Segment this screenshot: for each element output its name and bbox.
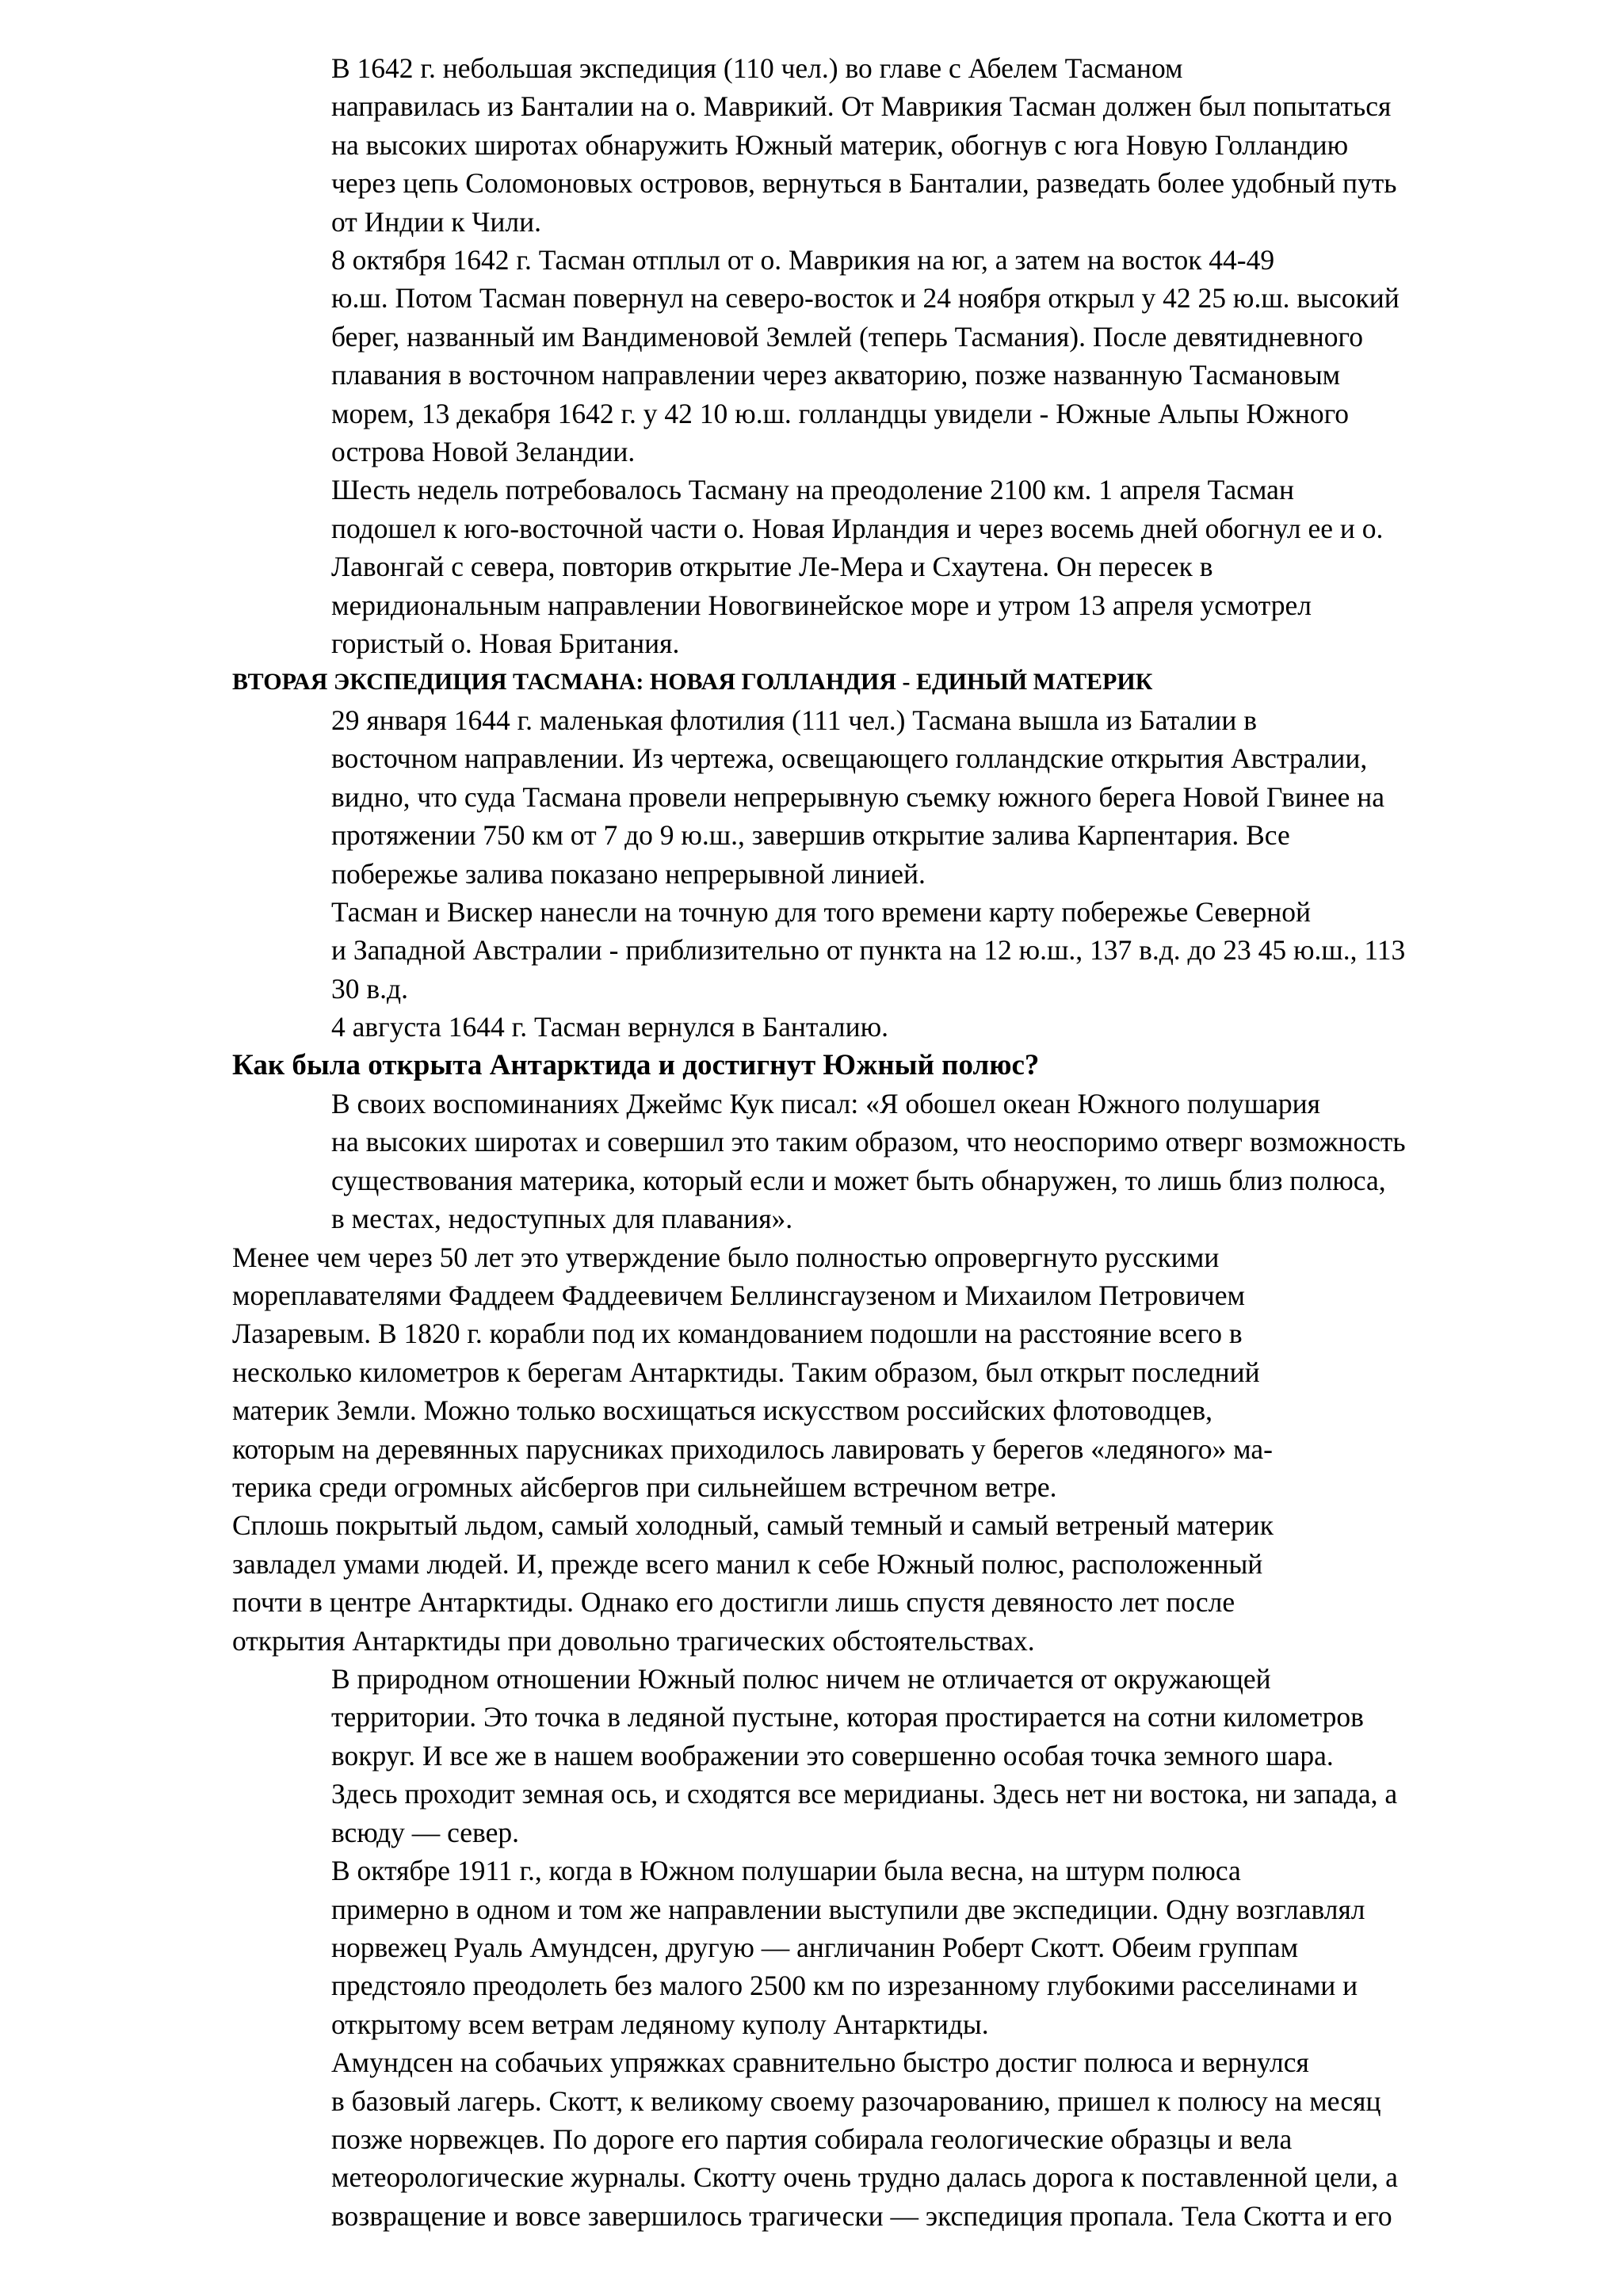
text-line: позже норвежцев. По дороге его партия собирала геологические образцы и вела <box>331 2122 1293 2155</box>
paragraph-south-pole-nature <box>232 1660 1484 1852</box>
text-line: В октябре 1911 г., когда в Южном полушарии была весна, на штурм полюса <box>331 1855 1241 1887</box>
text-line: существования материка, который если и может быть обнаружен, то лишь близ полюса, <box>331 1164 1386 1196</box>
section-heading-antarctica: Как была открыта Антарктида и достигнут Южный полюс? <box>232 1048 1040 1081</box>
text-line: 29 января 1644 г. маленькая флотилия (111 чел.) Тасмана вышла из Баталии в <box>331 704 1257 736</box>
text-line: направилась из Банталии на о. Маврикий. От Маврикия Тасман должен был попытаться <box>331 90 1392 123</box>
text-line: подошел к юго-восточной части о. Новая Ирландия и через восемь дней обогнул ее и о. <box>331 512 1384 544</box>
text-line: предстояло преодолеть без малого 2500 км по изрезанному глубокими расселинами и <box>331 1970 1358 2002</box>
text-line: меридиональным направлении Новогвинейское море и утром 13 апреля усмотрел <box>331 589 1312 621</box>
paragraph-1911-expeditions <box>232 1852 1484 2043</box>
text-line: вокруг. И все же в нашем воображении это совершенно особая точка земного шара. <box>331 1739 1334 1772</box>
text-line: восточном направлении. Из чертежа, освещающего голландские открытия Австралии, <box>331 742 1368 775</box>
text-line: 4 августа 1644 г. Тасман вернулся в Банталию. <box>331 1011 888 1043</box>
paragraph-tasman-return <box>232 1008 1484 1046</box>
text-line: Лавонгай с севера, повторив открытие Ле-Мера и Схаутена. Он пересек в <box>331 551 1213 583</box>
paragraph-ice-continent <box>232 1506 1484 1660</box>
paragraph-amundsen-scott <box>232 2043 1484 2235</box>
text-line: норвежец Руаль Амундсен, другую — англичанин Роберт Скотт. Обеим группам <box>331 1931 1299 1963</box>
text-line: которым на деревянных парусниках приходилось лавировать у берегов «ледяного» ма- <box>232 1432 1273 1465</box>
text-line: почти в центре Антарктиды. Однако его достигли лишь спустя девяносто лет после <box>232 1586 1235 1619</box>
text-line: материк Земли. Можно только восхищаться искусством российских флотоводцев, <box>232 1394 1213 1427</box>
paragraph-cook-quote <box>232 1085 1484 1238</box>
text-line: Тасман и Вискер нанесли на точную для того времени карту побережье Северной <box>331 895 1311 928</box>
text-line: плавания в восточном направлении через акваторию, позже названную Тасмановым <box>331 359 1341 391</box>
text-line: Здесь проходит земная ось, и сходятся все меридианы. Здесь нет ни востока, ни запада, а <box>331 1778 1398 1810</box>
text-line: всюду — север. <box>331 1816 519 1848</box>
text-line: ю.ш. Потом Тасман повернул на северо-восток и 24 ноября открыл у 42 25 ю.ш. высокий <box>331 282 1400 315</box>
text-line: мореплавателями Фаддеем Фаддеевичем Беллинсгаузеном и Михаилом Петровичем <box>232 1280 1245 1311</box>
text-line: берег, названный им Вандименовой Землей (теперь Тасмания). После девятидневного <box>331 320 1363 353</box>
text-line: территории. Это точка в ледяной пустыне, которая простирается на сотни километров <box>331 1701 1364 1733</box>
text-line: острова Новой Зеландии. <box>331 436 636 468</box>
text-line: завладел умами людей. И, прежде всего манил к себе Южный полюс, расположенный <box>232 1547 1263 1580</box>
text-line: примерно в одном и том же направлении выступили две экспедиции. Одну возглавлял <box>331 1893 1365 1925</box>
text-line: Лазаревым. В 1820 г. корабли под их командованием подошли на расстояние всего в <box>232 1318 1243 1350</box>
text-line: открытия Антарктиды при довольно трагических обстоятельствах. <box>232 1624 1035 1657</box>
text-line: от Индии к Чили. <box>331 205 542 238</box>
text-line: Сплошь покрытый льдом, самый холодный, самый темный и самый ветреный материк <box>232 1509 1274 1542</box>
text-line: возвращение и вовсе завершилось трагически — экспедиция пропала. Тела Скотта и его <box>331 2199 1392 2232</box>
text-line: протяжении 750 км от 7 до 9 ю.ш., завершив открытие залива Карпентария. Все <box>331 819 1290 852</box>
paragraph-tasman-visker-map <box>232 893 1484 1008</box>
text-line: через цепь Соломоновых островов, вернуться в Банталии, разведать более удобный путь <box>331 167 1397 200</box>
text-line: Амундсен на собачьих упряжках сравнительно быстро достиг полюса и вернулся <box>331 2046 1309 2079</box>
text-line: на высоких широтах и совершил это таким образом, что неоспоримо отверг возможность <box>331 1126 1406 1158</box>
paragraph-second-expedition <box>232 701 1484 893</box>
text-line: Шесть недель потребовалось Тасману на преодоление 2100 км. 1 апреля Тасман <box>331 474 1294 506</box>
text-line: метеорологические журналы. Скотту очень трудно далась дорога к поставленной цели, а <box>331 2161 1398 2194</box>
text-line: и Западной Австралии - приблизительно от пункта на 12 ю.ш., 137 в.д. до 23 45 ю.ш., 113 <box>331 934 1406 967</box>
text-line: видно, что суда Тасмана провели непрерывную съемку южного берега Новой Гвинее на <box>331 780 1384 813</box>
paragraph-six-weeks <box>232 471 1484 662</box>
paragraph-tasman-voyage <box>232 241 1484 471</box>
document-page <box>232 49 1484 2235</box>
text-line: побережье залива показано непрерывной линией. <box>331 857 926 890</box>
text-line: В 1642 г. небольшая экспедиция (110 чел.) во главе с Абелем Тасманом <box>331 52 1183 84</box>
text-line: терика среди огромных айсбергов при сильнейшем встречном ветре. <box>232 1471 1057 1504</box>
text-line: В своих воспоминаниях Джеймс Кук писал: «Я обошел океан Южного полушария <box>331 1087 1320 1119</box>
text-line: В природном отношении Южный полюс ничем не отличается от окружающей <box>331 1663 1271 1695</box>
paragraph-russian-navigators <box>232 1238 1484 1507</box>
text-line: несколько километров к берегам Антарктиды. Таким образом, был открыт последний <box>232 1356 1260 1388</box>
text-line: в базовый лагерь. Скотт, к великому своему разочарованию, пришел к полюсу на месяц <box>331 2084 1381 2117</box>
text-line: Менее чем через 50 лет это утверждение было полностью опровергнуто русскими <box>232 1241 1220 1273</box>
text-line: открытому всем ветрам ледяному куполу Антарктиды. <box>331 2008 989 2040</box>
text-line: в местах, недоступных для плавания». <box>331 1203 793 1235</box>
text-line: 30 в.д. <box>331 972 408 1005</box>
text-line: 8 октября 1642 г. Тасман отплыл от о. Маврикия на юг, а затем на восток 44-49 <box>331 244 1275 277</box>
text-line: морем, 13 декабря 1642 г. у 42 10 ю.ш. голландцы увидели - Южные Альпы Южного <box>331 397 1350 429</box>
text-line: гористый о. Новая Британия. <box>331 627 680 660</box>
section-heading-second-expedition: ВТОРАЯ ЭКСПЕДИЦИЯ ТАСМАНА: НОВАЯ ГОЛЛАНДИЯ - ЕДИНЫЙ МАТЕРИК <box>232 668 1153 695</box>
text-line: на высоких широтах обнаружить Южный материк, обогнув с юга Новую Голландию <box>331 128 1349 161</box>
paragraph-tasman-first-expedition <box>232 49 1484 241</box>
